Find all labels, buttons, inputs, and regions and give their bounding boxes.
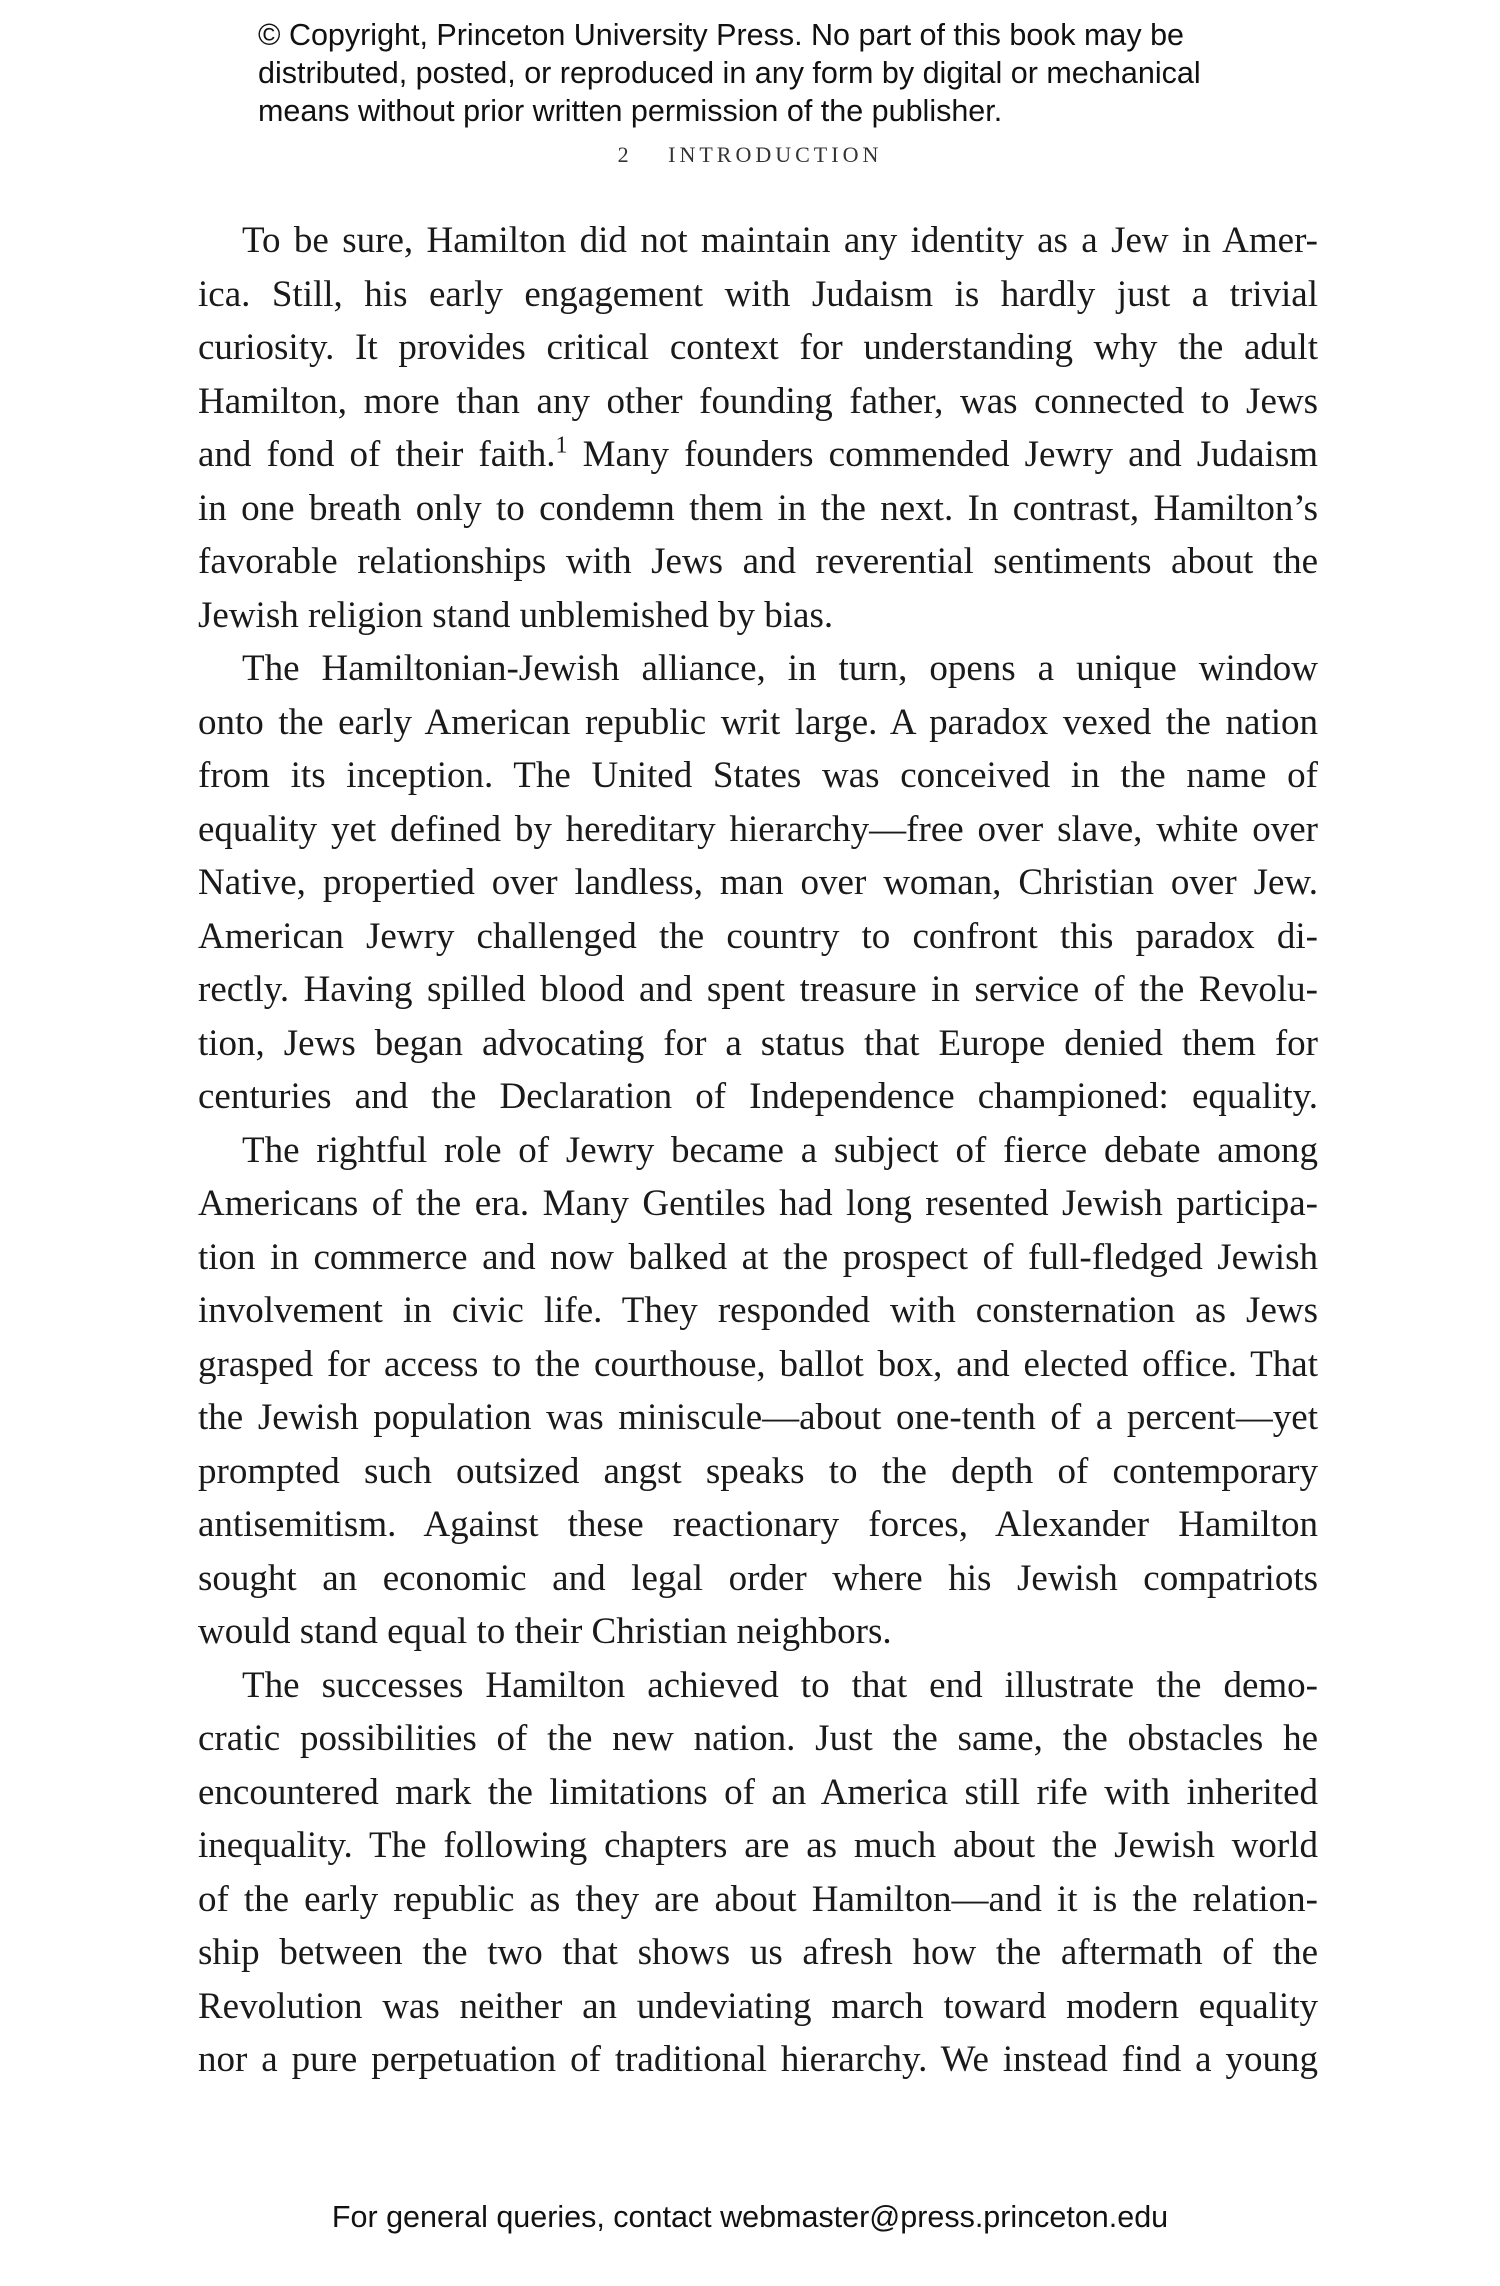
text-line: sought an economic and legal order where his Jewish compatriots (198, 1557, 1318, 1599)
copyright-line: distributed, posted, or reproduced in any form by digital or mechanical (258, 56, 1201, 90)
text-line: Jewish religion stand unblemished by bias. (198, 594, 834, 636)
text-line: The Hamiltonian-Jewish alliance, in turn, opens a unique window (242, 648, 1318, 689)
copyright-line: © Copyright, Princeton University Press. No part of this book may be (258, 18, 1184, 52)
text-line: tion in commerce and now balked at the prospect of full-fledged Jewish (198, 1236, 1318, 1278)
text-line: in one breath only to condemn them in the next. In contrast, Hamilton’s (198, 487, 1318, 529)
copyright-line: means without prior written permission of the publisher. (258, 94, 1003, 128)
running-head (0, 142, 1500, 168)
text-line: prompted such outsized angst speaks to the depth of contemporary (198, 1450, 1318, 1492)
text-line: antisemitism. Against these reactionary forces, Alexander Hamilton (198, 1504, 1318, 1545)
text-line: onto the early American republic writ large. A paradox vexed the nation (198, 701, 1318, 743)
text-line: from its inception. The United States was conceived in the name of (198, 755, 1318, 796)
text-line: Native, propertied over landless, man over woman, Christian over Jew. (198, 862, 1318, 903)
text-line: grasped for access to the courthouse, ballot box, and elected office. That (198, 1343, 1318, 1385)
body-text (198, 214, 1318, 2087)
paragraph (198, 1124, 1318, 1659)
paragraph (198, 214, 1318, 642)
text-line: The successes Hamilton achieved to that end illustrate the demo- (242, 1664, 1318, 1706)
text-line: American Jewry challenged the country to confront this paradox di- (198, 915, 1318, 957)
paragraph (198, 1659, 1318, 2087)
text-line: centuries and the Declaration of Independence championed: equality. (198, 1076, 1318, 1117)
text-line: of the early republic as they are about Hamilton—and it is the relation- (198, 1878, 1318, 1920)
text-line: would stand equal to their Christian neighbors. (198, 1611, 892, 1652)
text-line: Hamilton, more than any other founding father, was connected to Jews (198, 380, 1318, 422)
copyright-notice (258, 16, 1358, 130)
text-line-with-footnote (198, 428, 1318, 482)
text-line: Revolution was neither an undeviating march toward modern equality (198, 1985, 1318, 2027)
text-segment: Many founders commended Jewry and Judaism (567, 434, 1318, 475)
text-line: curiosity. It provides critical context for understanding why the adult (198, 327, 1318, 368)
text-line: rectly. Having spilled blood and spent treasure in service of the Revolu- (198, 969, 1318, 1010)
text-line: favorable relationships with Jews and reverential sentiments about the (198, 541, 1318, 582)
text-line: inequality. The following chapters are as much about the Jewish world (198, 1825, 1318, 1866)
text-line: involvement in civic life. They responded with consternation as Jews (198, 1290, 1318, 1331)
text-segment: and fond of their faith. (198, 434, 556, 475)
text-line: Americans of the era. Many Gentiles had long resented Jewish participa- (198, 1183, 1318, 1224)
text-line: ica. Still, his early engagement with Judaism is hardly just a trivial (198, 273, 1318, 315)
paragraph (198, 642, 1318, 1124)
text-line: the Jewish population was miniscule—about one-tenth of a percent—yet (198, 1397, 1318, 1438)
text-line: ship between the two that shows us afresh how the aftermath of the (198, 1932, 1318, 1973)
text-line: tion, Jews began advocating for a status that Europe denied them for (198, 1022, 1318, 1064)
page-number: 2 (617, 142, 633, 167)
footer-contact: For general queries, contact webmaster@press.princeton.edu (331, 2200, 1169, 2234)
text-line: To be sure, Hamilton did not maintain any identity as a Jew in Amer- (242, 220, 1318, 261)
text-line: encountered mark the limitations of an America still rife with inherited (198, 1771, 1318, 1813)
text-line: nor a pure perpetuation of traditional hierarchy. We instead find a young (198, 2039, 1318, 2080)
section-title: INTRODUCTION (668, 142, 883, 167)
text-line: The rightful role of Jewry became a subject of fierce debate among (242, 1129, 1318, 1171)
text-line: equality yet defined by hereditary hierarchy—free over slave, white over (198, 808, 1318, 850)
footnote-marker: 1 (555, 432, 568, 459)
text-line: cratic possibilities of the new nation. Just the same, the obstacles he (198, 1718, 1318, 1759)
